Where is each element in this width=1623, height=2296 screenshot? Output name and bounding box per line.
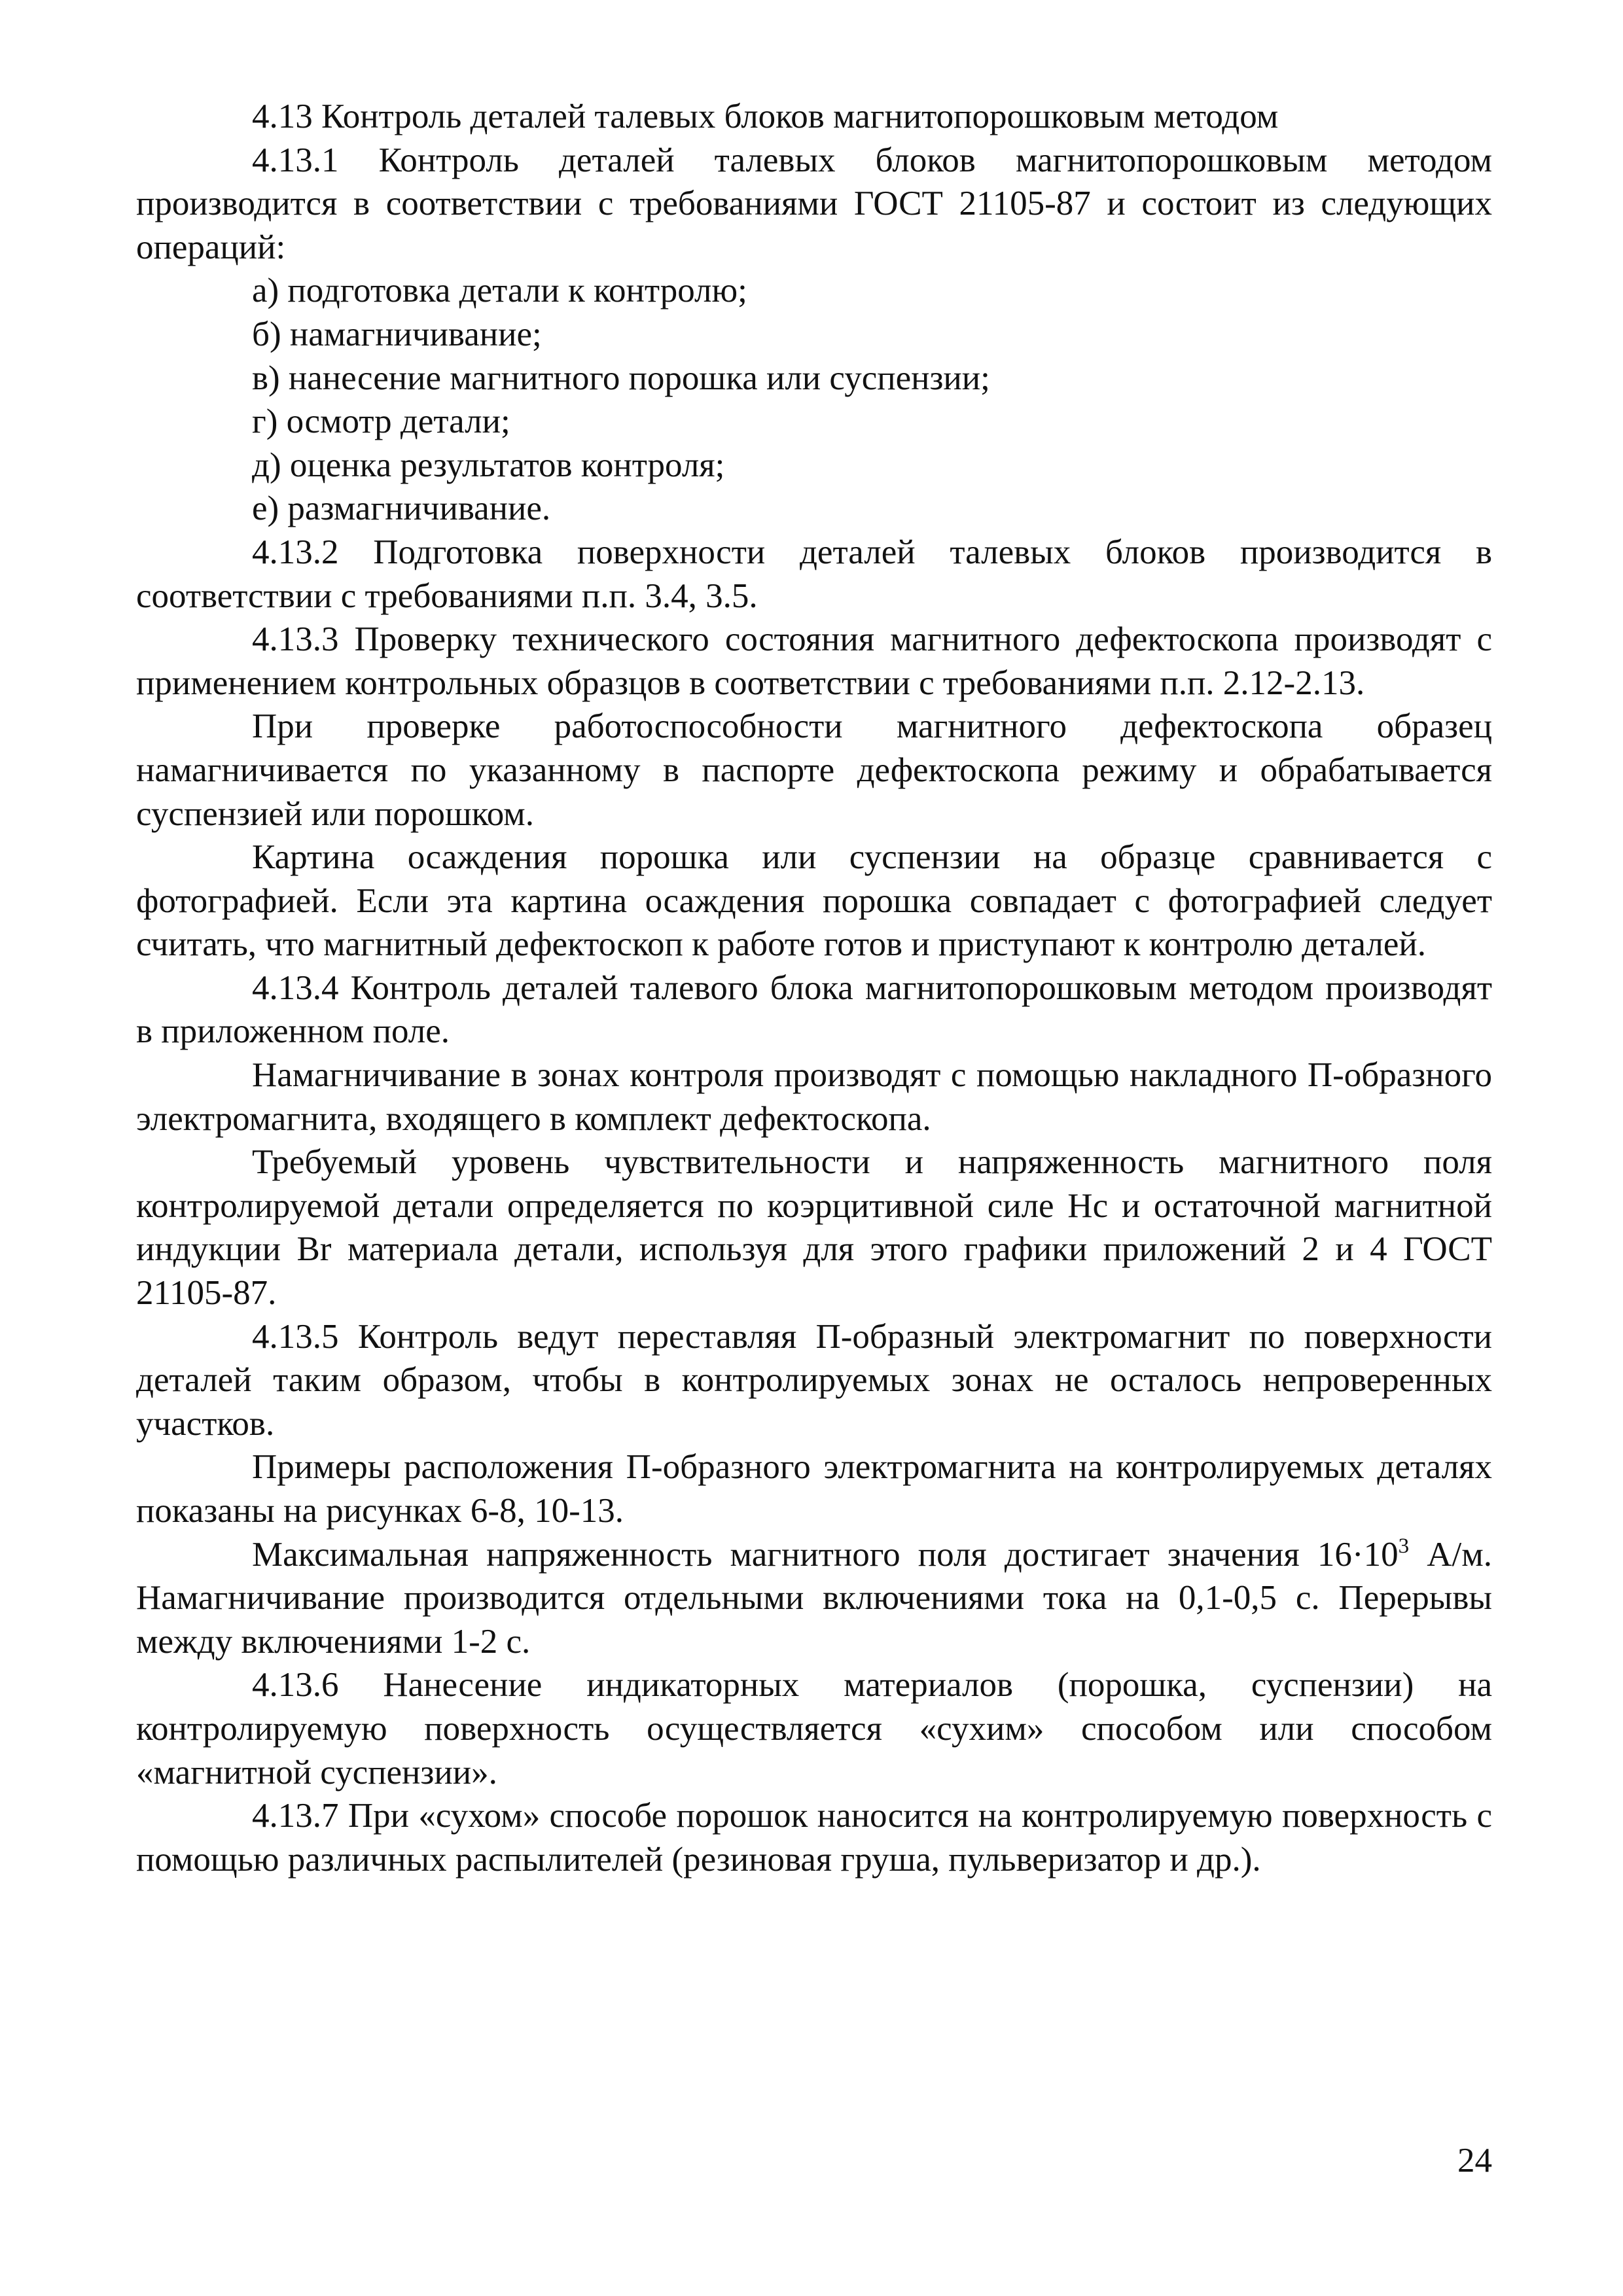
paragraph-4-13-7: 4.13.7 При «сухом» способе порошок наносится на контролируемую поверхность с помощью различных распылителей (резиновая груша, пульверизатор и др.). — [136, 1797, 1492, 1879]
max-field-text-before: Максимальная напряженность магнитного поля достигает значения 16·10 — [252, 1535, 1399, 1574]
paragraph-4-13-6: 4.13.6 Нанесение индикаторных материалов (порошка, суспензии) на контролируемую поверхность осуществляется «сухим» способом или способом «магнитной суспензии». — [136, 1666, 1492, 1792]
list-item-d: д) оценка результатов контроля; — [252, 446, 725, 484]
list-item-v: в) нанесение магнитного порошка или суспензии; — [252, 359, 990, 397]
list-item-a: а) подготовка детали к контролю; — [252, 272, 747, 310]
section-heading-4-13: 4.13 Контроль деталей талевых блоков магнитопорошковым методом — [252, 97, 1279, 135]
paragraph-sensitivity-level: Требуемый уровень чувствительности и напряженность магнитного поля контролируемой детали определяется по коэрцитивной силе Нс и остаточной магнитной индукции Br материала детали, используя для этого графики приложений 2 и 4 ГОСТ 21105-87. — [136, 1143, 1492, 1313]
paragraph-placement-examples: Примеры расположения П-образного электромагнита на контролируемых деталях показаны на рисунках 6-8, 10-13. — [136, 1448, 1492, 1530]
page-number: 24 — [1457, 2142, 1492, 2180]
paragraph-4-13-2: 4.13.2 Подготовка поверхности деталей талевых блоков производится в соответствии с требованиями п.п. 3.4, 3.5. — [136, 533, 1492, 615]
list-item-b: б) намагничивание; — [252, 315, 542, 353]
list-item-e: е) размагничивание. — [252, 489, 551, 528]
list-item-g: г) осмотр детали; — [252, 402, 510, 441]
paragraph-deposit-pattern: Картина осаждения порошка или суспензии на образце сравнивается с фотографией. Если эта картина осаждения порошка совпадает с фотографией следует считать, что магнитный дефектоскоп к работе готов и приступают к контролю деталей. — [136, 838, 1492, 964]
max-field-text-after: А/м. Намагничивание производится отдельными включениями тока на 0,1-0,5 с. Перерывы между включениями 1-2 с. — [136, 1535, 1492, 1661]
paragraph-magnetization-zones: Намагничивание в зонах контроля производят с помощью накладного П-образного электромагнита, входящего в комплект дефектоскопа. — [136, 1056, 1492, 1138]
paragraph-4-13-4: 4.13.4 Контроль деталей талевого блока магнитопорошковым методом производят в приложенном поле. — [136, 968, 1492, 1051]
body-text — [136, 95, 1492, 1881]
paragraph-4-13-1: 4.13.1 Контроль деталей талевых блоков магнитопорошковым методом производится в соответствии с требованиями ГОСТ 21105-87 и состоит из следующих операций: — [136, 141, 1492, 266]
paragraph-check-performance: При проверке работоспособности магнитного дефектоскопа образец намагничивается по указанному в паспорте дефектоскопа режиму и обрабатывается суспензией или порошком. — [136, 707, 1492, 833]
paragraph-4-13-5: 4.13.5 Контроль ведут переставляя П-образный электромагнит по поверхности деталей таким образом, чтобы в контролируемых зонах не осталось непроверенных участков. — [136, 1317, 1492, 1443]
paragraph-max-field-strength — [136, 1533, 1492, 1664]
paragraph-4-13-3: 4.13.3 Проверку технического состояния магнитного дефектоскопа производят с применением контрольных образцов в соответствии с требованиями п.п. 2.12-2.13. — [136, 620, 1492, 702]
max-field-exponent: 3 — [1398, 1534, 1410, 1558]
